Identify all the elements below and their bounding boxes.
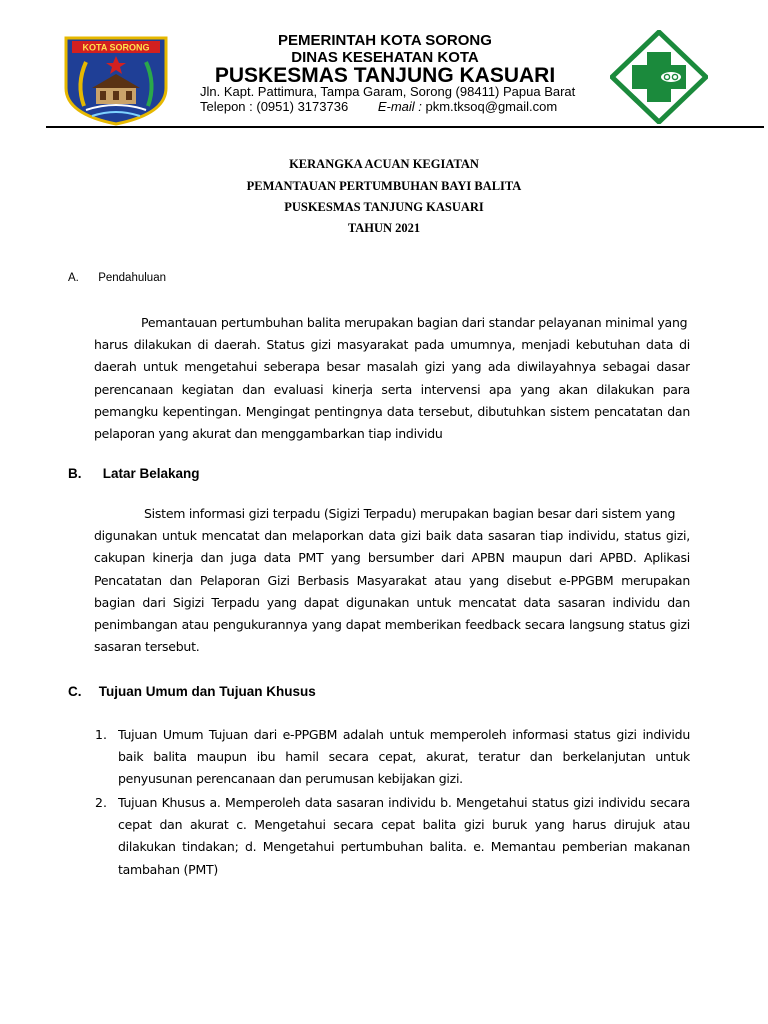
section-c-heading bbox=[68, 684, 316, 699]
list-number: 1. bbox=[95, 727, 107, 742]
logo-text: KOTA SORONG bbox=[82, 42, 150, 53]
list-item bbox=[118, 792, 690, 881]
list-item-line: cepat dan akurat c. Mengetahui secara cepat balita gizi buruk yang harus dirujuk atau bbox=[118, 817, 690, 833]
paragraph-line: sasaran tersebut. bbox=[94, 639, 200, 655]
paragraph-line: bagian dari Sigizi Terpadu yang dapat digunakan untuk mencatat data sasaran individu dan bbox=[94, 594, 690, 610]
paragraph-line: digunakan untuk mencatat dan melaporkan data gizi baik data sasaran tiap individu, status gizi, bbox=[94, 528, 690, 544]
paragraph-line: Pencatatan dan Pelaporan Gizi Berbasis Masyarakat atau yang disebut e-PPGBM merupakan bbox=[94, 572, 690, 588]
doc-title-line2: PEMANTAUAN PERTUMBUHAN BAYI BALITA bbox=[246, 179, 522, 193]
paragraph-line: Pemantauan pertumbuhan balita merupakan bagian dari standar pelayanan minimal yang bbox=[141, 315, 688, 330]
list-item-line: Tujuan Khusus a. Memperoleh data sasaran individu b. Mengetahui status gizi individu secara bbox=[118, 795, 690, 810]
paragraph-line: pemangku kepentingan. Mengingat pentingnya data tersebut, dibutuhkan sistem pencatatan dan bbox=[94, 403, 690, 419]
header-puskesmas: PUSKESMAS TANJUNG KASUARI bbox=[214, 64, 556, 87]
paragraph-line: penimbangan atau pengukurannya yang dapat memberikan feedback secara langsung status gizi bbox=[94, 617, 690, 633]
section-b-paragraph bbox=[94, 503, 690, 658]
paragraph-line: perencanaan kegiatan dan evaluasi kinerja serta intervensi apa yang akan dilakukan para bbox=[94, 381, 690, 397]
header-email-label: E-mail : bbox=[377, 99, 422, 114]
doc-title-line3: PUSKESMAS TANJUNG KASUARI bbox=[284, 200, 484, 214]
paragraph-line: harus dilakukan di daerah. Status gizi masyarakat pada umumnya, menjadi kebutuhan data di bbox=[94, 337, 690, 353]
header-address: Jln. Kapt. Pattimura, Tampa Garam, Sorong (98411) Papua Barat bbox=[200, 84, 576, 99]
doc-title-line4: TAHUN 2021 bbox=[347, 221, 421, 235]
section-a-title: Pendahuluan bbox=[98, 272, 166, 284]
list-item-line: dilakukan tindakan; d. Mengetahui pertumbuhan balita. e. Memantau pemberian makanan bbox=[118, 839, 690, 855]
puskesmas-logo bbox=[610, 30, 708, 124]
section-b-heading bbox=[68, 466, 200, 481]
section-c-letter: C. bbox=[68, 684, 82, 699]
paragraph-line: pelaporan yang akurat dan menggambarkan tiap individu bbox=[94, 426, 443, 442]
list-item-line: Tujuan Umum Tujuan dari e-PPGBM adalah untuk memperoleh informasi status gizi individu bbox=[118, 727, 690, 742]
section-c-title: Tujuan Umum dan Tujuan Khusus bbox=[98, 684, 316, 699]
list-item-line: baik balita maupun ibu hamil secara cepat, akurat, teratur dan berkelanjutan untuk bbox=[118, 749, 690, 765]
list-number: 2. bbox=[95, 795, 107, 810]
section-b-title: Latar Belakang bbox=[102, 466, 200, 481]
header-department: DINAS KESEHATAN KOTA bbox=[291, 49, 479, 66]
kota-sorong-logo bbox=[62, 36, 170, 126]
list-item-line: tambahan (PMT) bbox=[118, 861, 219, 877]
paragraph-line: cakupan kinerja dan juga data PMT yang bersumber dari APBN maupun dari APBD. Aplikasi bbox=[94, 550, 690, 566]
section-a-letter: A. bbox=[68, 272, 79, 284]
doc-title-line1: KERANGKA ACUAN KEGIATAN bbox=[289, 157, 479, 171]
header-government: PEMERINTAH KOTA SORONG bbox=[278, 32, 492, 49]
list-item bbox=[118, 724, 690, 791]
header-email: pkm.tksoq@gmail.com bbox=[425, 99, 558, 114]
paragraph-line: daerah untuk mengetahui seberapa besar masalah gizi yang ada diwilayahnya sebagai dasar bbox=[94, 359, 690, 375]
header-divider bbox=[46, 126, 764, 128]
header-contact bbox=[200, 99, 557, 114]
paragraph-line: Sistem informasi gizi terpadu (Sigizi Terpadu) merupakan bagian besar dari sistem yang bbox=[144, 506, 676, 521]
section-a-heading bbox=[68, 272, 166, 284]
section-a-paragraph bbox=[94, 312, 690, 445]
section-b-letter: B. bbox=[68, 466, 82, 481]
header-phone: Telepon : (0951) 3173736 bbox=[200, 99, 349, 114]
list-item-line: penyusunan perencanaan dan perumusan kebijakan gizi. bbox=[118, 771, 463, 787]
